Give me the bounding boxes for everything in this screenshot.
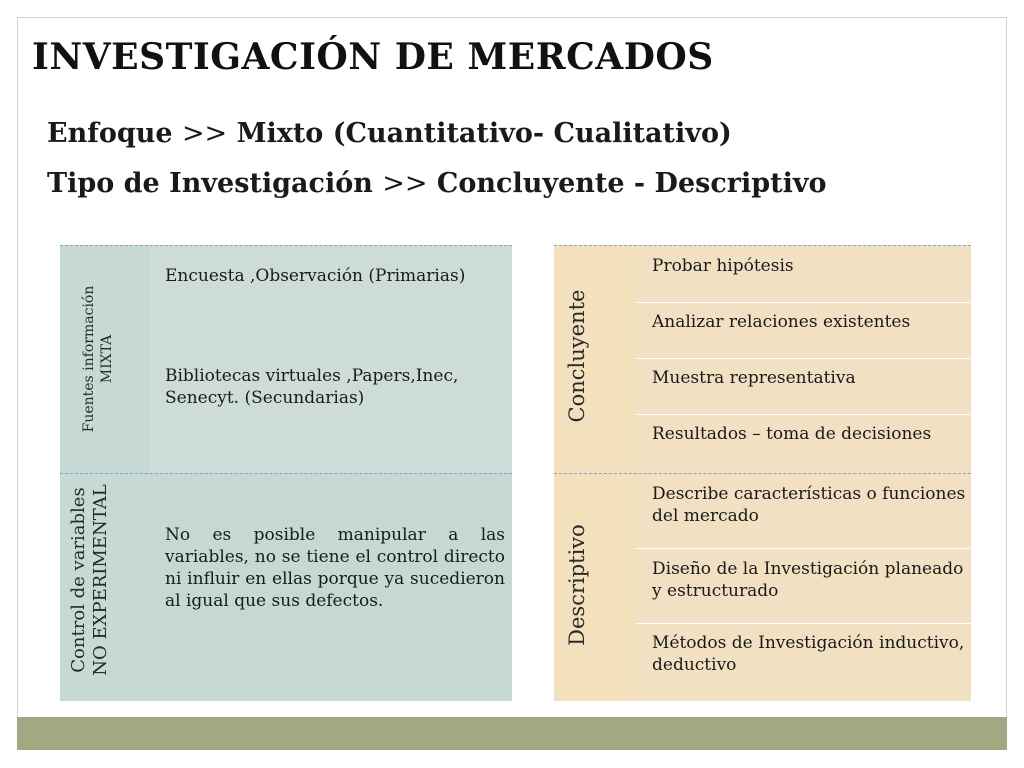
descriptivo-item-diseno: Diseño de la Investigación planeado y estructurado: [652, 559, 964, 601]
enfoque-line: [47, 118, 732, 149]
slide-title: INVESTIGACIÓN DE MERCADOS: [32, 36, 714, 78]
tipo-label: Tipo de Investigación: [47, 168, 373, 199]
bottom-bar: [17, 717, 1007, 750]
row-divider: [636, 414, 971, 415]
descriptivo-item-caracteristicas: Describe características o funciones del mercado: [652, 484, 966, 526]
tipo-line: [47, 168, 827, 199]
row-divider: [636, 358, 971, 359]
right-table: [554, 245, 971, 701]
enfoque-value: Mixto (Cuantitativo- Cualitativo): [236, 118, 732, 149]
left-table: [60, 245, 512, 701]
descriptivo-item-metodos: Métodos de Investigación inductivo, deductivo: [652, 633, 965, 675]
right-mid-border: [554, 473, 971, 474]
row-divider: [636, 623, 971, 624]
control-item-description: No es posible manipular a las variables, no se tiene el control directo ni influir en ellas porque ya sucedieron al igual que sus defectos.: [165, 525, 505, 611]
concluyente-item-hipotesis: Probar hipótesis: [652, 256, 794, 276]
fuentes-item-secundarias: Bibliotecas virtuales ,Papers,Inec, Senecyt. (Secundarias): [165, 366, 459, 408]
descriptivo-header: Descriptivo: [565, 524, 589, 646]
right-top-border: [554, 245, 971, 246]
tipo-separator: >>: [382, 168, 428, 199]
row-divider: [636, 302, 971, 303]
control-header: Control de variables NO EXPERIMENTAL: [68, 484, 111, 676]
left-top-border: [60, 245, 512, 246]
fuentes-header: Fuentes información MIXTA: [81, 285, 115, 433]
enfoque-separator: >>: [181, 118, 228, 149]
enfoque-label: Enfoque: [47, 118, 173, 149]
concluyente-item-resultados: Resultados – toma de decisiones: [652, 424, 932, 444]
row-divider: [636, 548, 971, 549]
concluyente-item-muestra: Muestra representativa: [652, 368, 856, 388]
tipo-value: Concluyente - Descriptivo: [436, 168, 827, 199]
left-mid-border: [60, 473, 512, 474]
fuentes-item-primarias: Encuesta ,Observación (Primarias): [165, 266, 466, 286]
concluyente-item-relaciones: Analizar relaciones existentes: [652, 312, 911, 332]
concluyente-header: Concluyente: [565, 289, 589, 423]
